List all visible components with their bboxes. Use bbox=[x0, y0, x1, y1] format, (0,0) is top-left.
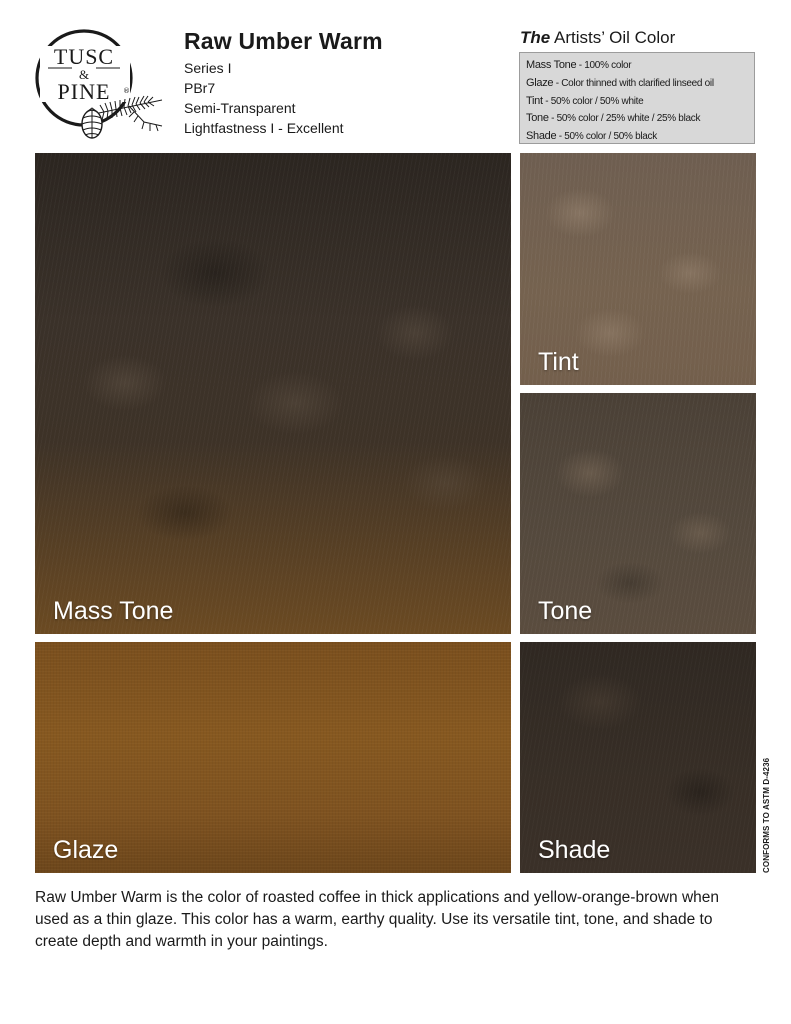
product-lightfastness: Lightfastness I - Excellent bbox=[184, 120, 344, 136]
legend-term: Glaze bbox=[526, 76, 554, 89]
color-description: Raw Umber Warm is the color of roasted coffee in thick applications and yellow-orange-brown when used as a thin glaze. This color has a warm, earthy quality. Use its versatile tint, tone, and shade to create depth and warmth in your paintings. bbox=[35, 889, 720, 950]
legend-row-tint bbox=[526, 93, 748, 111]
legend-row-shade bbox=[526, 128, 748, 146]
legend-box bbox=[519, 52, 755, 144]
logo-line-3: PINE bbox=[57, 79, 111, 104]
legend-term: Shade bbox=[526, 130, 557, 143]
swatch-shade bbox=[520, 642, 756, 873]
product-name: Raw Umber Warm bbox=[184, 28, 383, 54]
legend-term: Mass Tone bbox=[526, 59, 577, 71]
swatch-glaze bbox=[35, 642, 511, 873]
legend-desc: - 100% color bbox=[576, 60, 632, 71]
logo-line-2: & bbox=[78, 67, 90, 82]
swatch-mass-tone bbox=[35, 153, 511, 634]
swatch-label-glaze: Glaze bbox=[53, 836, 119, 864]
brand-logo bbox=[34, 22, 169, 144]
logo-registered-mark: ® bbox=[123, 87, 130, 95]
legend-desc: - 50% color / 50% white bbox=[542, 95, 644, 107]
swatch-label-tone: Tone bbox=[538, 597, 593, 625]
swatch-label-shade: Shade bbox=[538, 836, 611, 864]
legend-term: Tone bbox=[526, 112, 549, 125]
legend-term: Tint bbox=[526, 94, 543, 107]
legend-row-glaze bbox=[526, 75, 748, 93]
legend-title-text: Artists’ Oil Color bbox=[550, 28, 676, 47]
logo-line-1: TUSC bbox=[53, 44, 115, 69]
swatch-tint bbox=[520, 153, 756, 385]
legend-title-emphasis: The bbox=[520, 28, 551, 47]
swatch-tone bbox=[520, 393, 756, 634]
legend-desc: - Color thinned with clarified linseed oil bbox=[553, 77, 714, 89]
legend-desc: - 50% color / 50% black bbox=[556, 131, 657, 143]
product-transparency: Semi-Transparent bbox=[184, 100, 296, 116]
product-header bbox=[184, 28, 383, 138]
product-pigment: PBr7 bbox=[184, 80, 216, 96]
astm-conformance-note: CONFORMS TO ASTM D-4236 bbox=[762, 757, 771, 873]
legend-row-mass-tone bbox=[526, 57, 748, 75]
legend-desc: - 50% color / 25% white / 25% black bbox=[548, 113, 701, 125]
swatch-label-tint: Tint bbox=[538, 348, 579, 376]
legend-row-tone bbox=[526, 110, 748, 128]
legend-title bbox=[520, 28, 675, 48]
product-series: Series I bbox=[184, 60, 232, 76]
swatch-label-mass-tone: Mass Tone bbox=[53, 597, 174, 625]
